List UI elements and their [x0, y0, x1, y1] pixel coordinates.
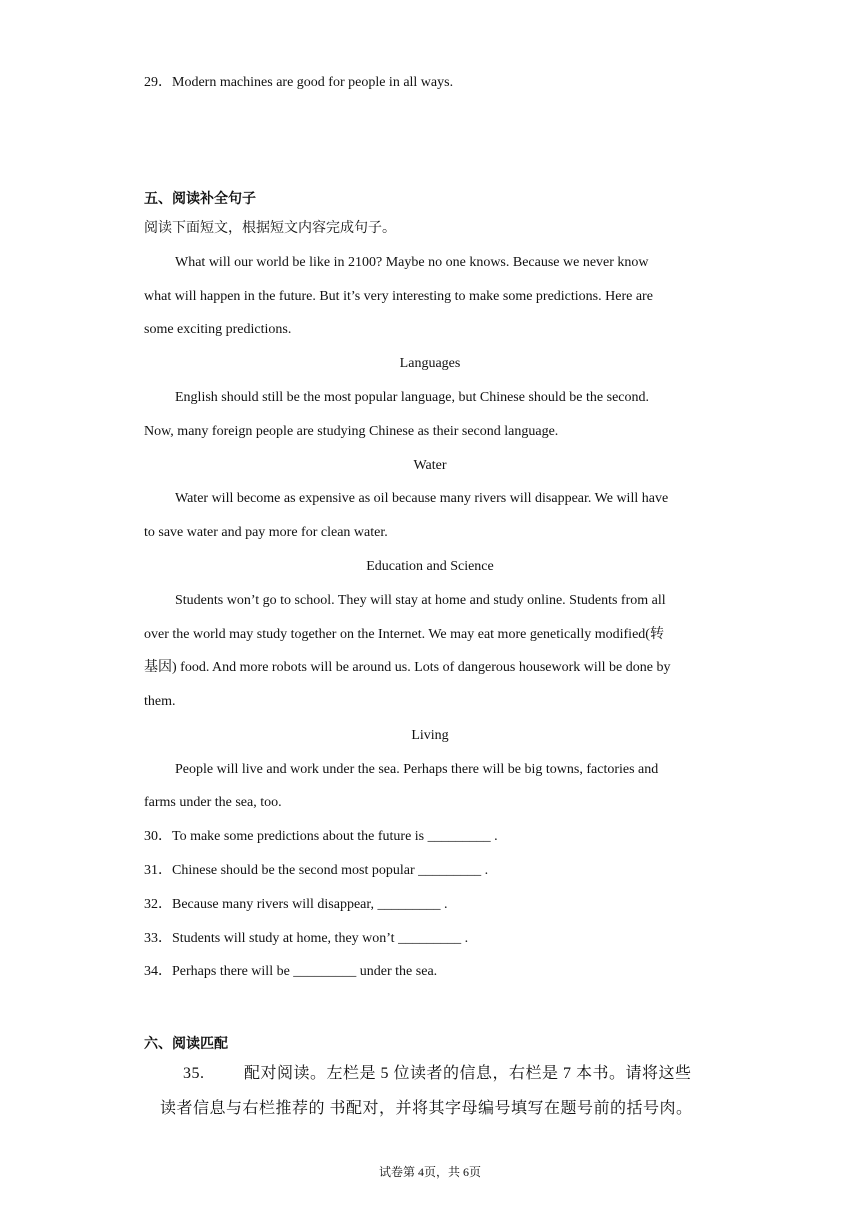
passage-languages-line: Now, many foreign people are studying Chinese as their second language.: [144, 424, 559, 439]
heading-living: Living: [411, 728, 449, 743]
passage-intro-line: some exciting predictions.: [144, 322, 292, 337]
question-34: 34．Perhaps there will be _________ under the sea.: [144, 964, 438, 979]
heading-languages: Languages: [399, 356, 461, 371]
passage-education-line: them.: [144, 694, 176, 709]
question-30: 30．To make some predictions about the future is _________ .: [144, 829, 498, 844]
passage-intro-line: What will our world be like in 2100? Maybe no one knows. Because we never know: [175, 255, 649, 270]
question-31: 31．Chinese should be the second most popular _________ .: [144, 863, 489, 878]
passage-education-line: 基因) food. And more robots will be around us. Lots of dangerous housework will be done by: [144, 660, 671, 675]
passage-living-line: People will live and work under the sea. Perhaps there will be big towns, factories and: [175, 762, 659, 777]
passage-water-line: to save water and pay more for clean water.: [144, 525, 388, 540]
heading-education: Education and Science: [366, 559, 494, 574]
passage-water-line: Water will become as expensive as oil because many rivers will disappear. We will have: [175, 491, 669, 506]
page-footer: 试卷第 4页，共 6页: [378, 1165, 481, 1179]
question-32: 32．Because many rivers will disappear, _________ .: [144, 897, 448, 912]
heading-water: Water: [413, 458, 447, 473]
section-5-instruction: 阅读下面短文，根据短文内容完成句子。: [144, 221, 396, 236]
question-35-number: 35.: [183, 1065, 205, 1082]
passage-education-line: Students won’t go to school. They will stay at home and study online. Students from all: [175, 593, 666, 608]
passage-education-line: over the world may study together on the Internet. We may eat more genetically modified(转: [144, 627, 664, 642]
section-5-title: 五、阅读补全句子: [144, 192, 256, 207]
passage-living-line: farms under the sea, too.: [144, 795, 282, 810]
passage-languages-line: English should still be the most popular language, but Chinese should be the second.: [175, 390, 649, 405]
passage-intro-line: what will happen in the future. But it’s very interesting to make some predictions. Here are: [144, 289, 653, 304]
question-35-line: 读者信息与右栏推荐的 书配对，并将其字母编号填写在题号前的括号肉。: [160, 1100, 693, 1117]
question-35-line: 配对阅读。左栏是 5 位读者的信息，右栏是 7 本书。请将这些: [244, 1065, 692, 1082]
question-29: 29．Modern machines are good for people in all ways.: [144, 75, 454, 90]
section-6-title: 六、阅读匹配: [144, 1037, 228, 1052]
question-33: 33．Students will study at home, they won’t _________ .: [144, 931, 469, 946]
